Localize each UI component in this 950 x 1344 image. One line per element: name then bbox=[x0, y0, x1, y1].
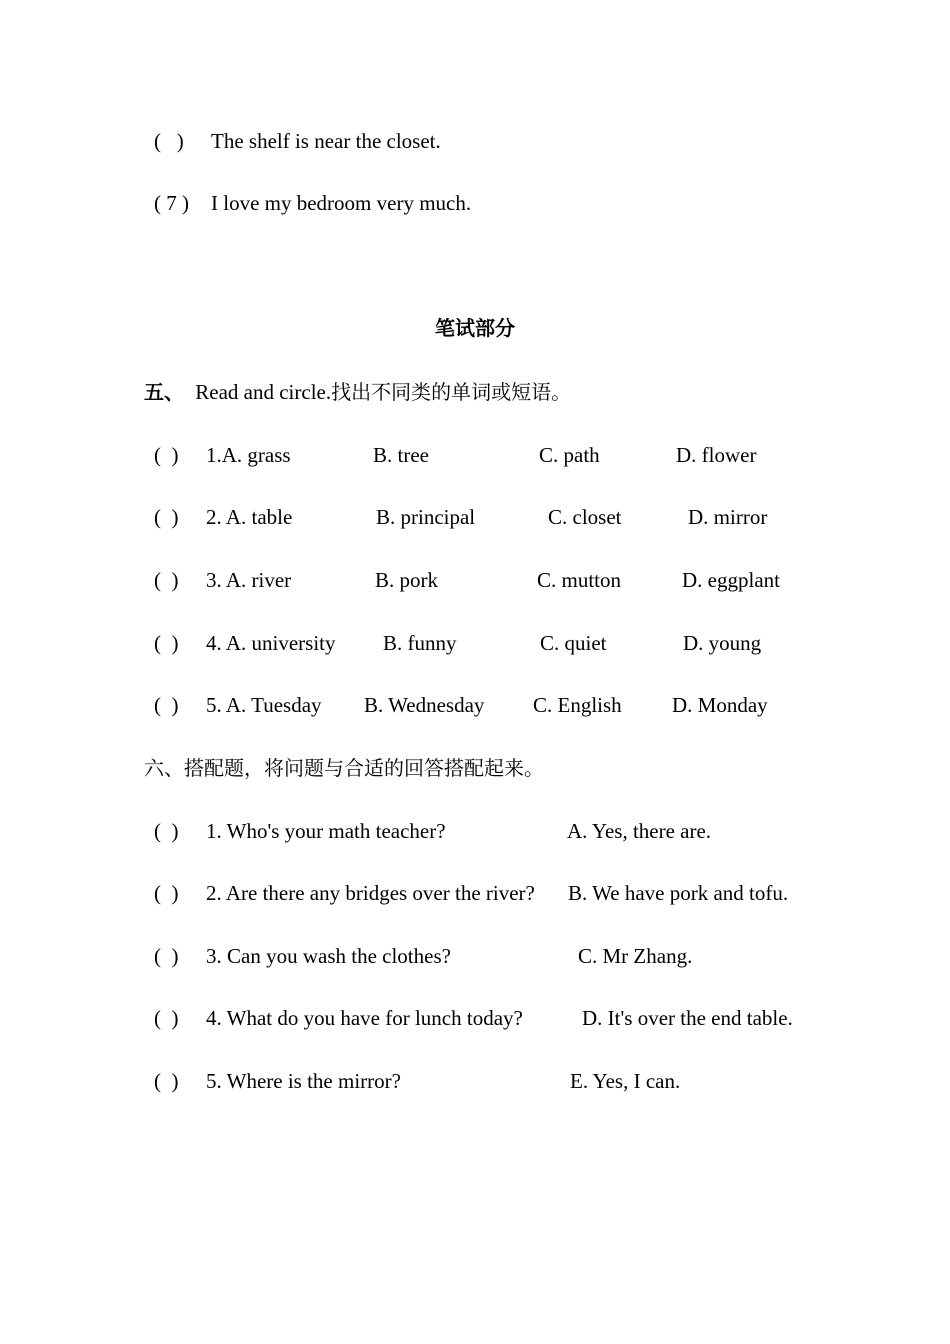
statement-text: The shelf is near the closet. bbox=[211, 129, 441, 153]
answer-text: A. Yes, there are. bbox=[567, 819, 712, 843]
answer-bracket: ( 7 ) bbox=[154, 191, 189, 215]
answer-bracket: ( ) bbox=[154, 819, 179, 843]
answer-bracket: ( ) bbox=[154, 944, 179, 968]
option-b: B. pork bbox=[375, 568, 438, 592]
option-a: 1.A. grass bbox=[206, 443, 291, 467]
answer-bracket: ( ) bbox=[154, 1006, 179, 1030]
option-d: D. young bbox=[683, 631, 762, 655]
option-c: C. mutton bbox=[537, 568, 622, 592]
option-c: C. closet bbox=[548, 505, 622, 529]
answer-text: E. Yes, I can. bbox=[570, 1069, 681, 1093]
question-text: 1. Who's your math teacher? bbox=[206, 819, 446, 843]
option-b: B. tree bbox=[373, 443, 429, 467]
section5-number: 五、 bbox=[144, 380, 184, 404]
option-a: 5. A. Tuesday bbox=[206, 693, 322, 717]
answer-bracket: ( ) bbox=[154, 568, 179, 592]
answer-bracket: ( ) bbox=[154, 631, 179, 655]
option-a: 3. A. river bbox=[206, 568, 292, 592]
answer-bracket: ( ) bbox=[154, 693, 179, 717]
answer-bracket: ( ) bbox=[154, 881, 179, 905]
option-a: 4. A. university bbox=[206, 631, 336, 655]
answer-bracket: ( ) bbox=[154, 505, 179, 529]
option-c: C. path bbox=[539, 443, 600, 467]
answer-bracket: ( ) bbox=[154, 1069, 179, 1093]
statement-text: I love my bedroom very much. bbox=[211, 191, 472, 215]
option-b: B. funny bbox=[383, 631, 457, 655]
option-c: C. quiet bbox=[540, 631, 607, 655]
section5-instruction-en: Read and circle. bbox=[195, 380, 332, 404]
answer-bracket: ( ) bbox=[154, 443, 179, 467]
answer-text: B. We have pork and tofu. bbox=[568, 881, 789, 905]
question-text: 4. What do you have for lunch today? bbox=[206, 1006, 523, 1030]
option-d: D. eggplant bbox=[682, 568, 780, 592]
question-text: 5. Where is the mirror? bbox=[206, 1069, 401, 1093]
answer-bracket: ( ) bbox=[154, 129, 184, 153]
option-c: C. English bbox=[533, 693, 622, 717]
question-text: 3. Can you wash the clothes? bbox=[206, 944, 451, 968]
question-text: 2. Are there any bridges over the river? bbox=[206, 881, 535, 905]
option-a: 2. A. table bbox=[206, 505, 293, 529]
answer-text: D. It's over the end table. bbox=[582, 1006, 793, 1030]
answer-text: C. Mr Zhang. bbox=[578, 944, 693, 968]
option-b: B. principal bbox=[376, 505, 476, 529]
option-d: D. mirror bbox=[688, 505, 768, 529]
section5-heading bbox=[144, 378, 571, 406]
written-section-title: 笔试部分 bbox=[435, 316, 515, 340]
section6-heading: 六、搭配题，将问题与合适的回答搭配起来。 bbox=[144, 756, 544, 780]
option-b: B. Wednesday bbox=[364, 693, 485, 717]
section5-instruction-cn: 找出不同类的单词或短语。 bbox=[331, 380, 572, 404]
option-d: D. Monday bbox=[672, 693, 768, 717]
option-d: D. flower bbox=[676, 443, 757, 467]
